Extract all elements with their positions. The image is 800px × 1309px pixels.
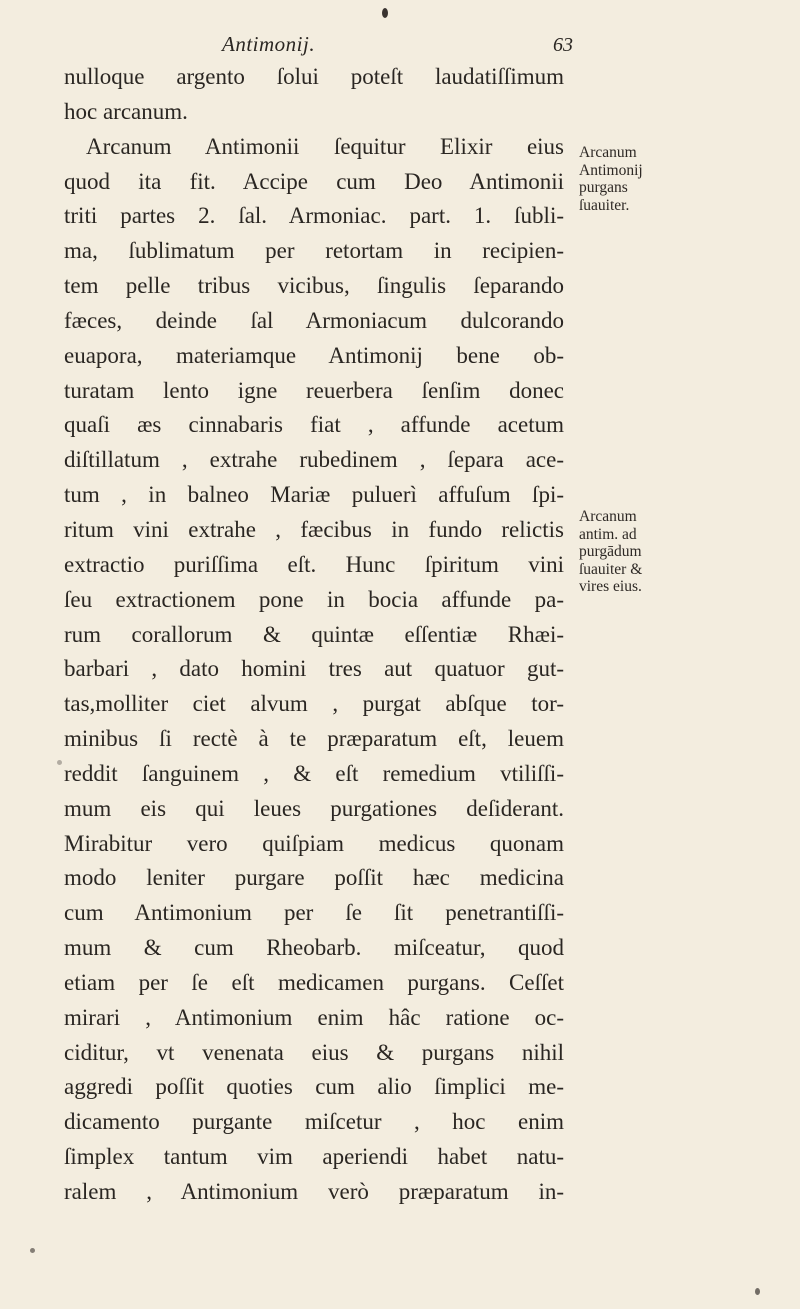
ink-speck [57,760,62,765]
margin-note-arcanum-purgans [579,144,643,214]
margin-note-line: ſuauiter. [579,196,630,214]
running-title: Antimonij. [222,32,316,56]
text-line: quod ita fit. Accipe cum Deo Antimonii [64,168,564,194]
text-line: fæces, deinde ſal Armoniacum dulcorando [64,307,564,333]
text-line: tum , in balneo Mariæ puluerì affuſum ſpi- [64,482,564,508]
text-line: mum eis qui leues purgationes deſiderant. [64,795,564,821]
margin-note-line: ſuauiter & [579,560,643,578]
text-line: ſimplex tantum vim aperiendi habet natu- [64,1144,564,1170]
margin-note-line: purgādum [579,543,642,560]
text-line: ritum vini extrahe , fæcibus in fundo relictis [64,516,564,542]
text-line: ſeu extractionem pone in bocia affunde pa- [64,586,564,612]
text-line: barbari , dato homini tres aut quatuor gut- [64,656,564,682]
text-line: mirari , Antimonium enim hâc ratione oc- [64,1004,564,1030]
page-header [0,32,800,62]
ink-speck [755,1288,760,1295]
text-line: ciditur, vt venenata eius & purgans nihil [64,1039,564,1065]
margin-note-line: purgans [579,179,628,196]
text-line: quaſi æs cinnabaris fiat , affunde acetum [64,412,564,438]
ink-speck [382,8,388,18]
page-number: 63 [553,34,573,56]
text-line: tem pelle tribus vicibus, ſingulis ſeparando [64,273,564,299]
text-line: triti partes 2. ſal. Armoniac. part. 1. ſubli- [64,203,564,229]
text-line: cum Antimonium per ſe ſit penetrantiſſi- [64,900,564,926]
body-text [64,60,564,1210]
text-line: tas,molliter ciet alvum , purgat abſque tor- [64,691,564,717]
margin-note-line: antim. ad [579,525,637,543]
text-line: ma, ſublimatum per retortam in recipien- [64,238,564,264]
text-line: rum corallorum & quintæ eſſentiæ Rhæi- [64,621,564,647]
text-line: dicamento purgante miſcetur , hoc enim [64,1109,564,1135]
text-line: reddit ſanguinem , & eſt remedium vtiliſſi- [64,760,564,786]
text-line: ralem , Antimonium verò præparatum in- [64,1179,564,1204]
ink-speck [30,1248,35,1253]
margin-note-line: Antimonij [579,161,643,179]
margin-note-line: Arcanum [579,508,637,525]
margin-note-line: Arcanum [579,144,637,161]
text-line: extractio puriſſima eſt. Hunc ſpiritum vini [64,551,564,577]
text-line: mum & cum Rheobarb. miſceatur, quod [64,935,564,961]
margin-note-line: vires eius. [579,578,642,595]
text-line: modo leniter purgare poſſit hæc medicina [64,865,564,891]
text-line: Arcanum Antimonii ſequitur Elixir eius [86,133,564,159]
text-line: Mirabitur vero quiſpiam medicus quonam [64,830,564,856]
text-line: turatam lento igne reuerbera ſenſim donec [64,377,564,403]
text-line: aggredi poſſit quoties cum alio ſimplici me- [64,1074,564,1100]
text-line: hoc arcanum. [64,98,188,124]
text-line: euapora, materiamque Antimonij bene ob- [64,342,564,368]
margin-note-arcanum-antim [579,508,642,596]
text-line: nulloque argento ſolui poteſt laudatiſſimum [64,64,564,89]
text-line: diſtillatum , extrahe rubedinem , ſepara ace- [64,447,564,473]
text-line: etiam per ſe eſt medicamen purgans. Ceſſet [64,969,564,995]
text-line: minibus ſi rectè à te præparatum eſt, leuem [64,726,564,752]
